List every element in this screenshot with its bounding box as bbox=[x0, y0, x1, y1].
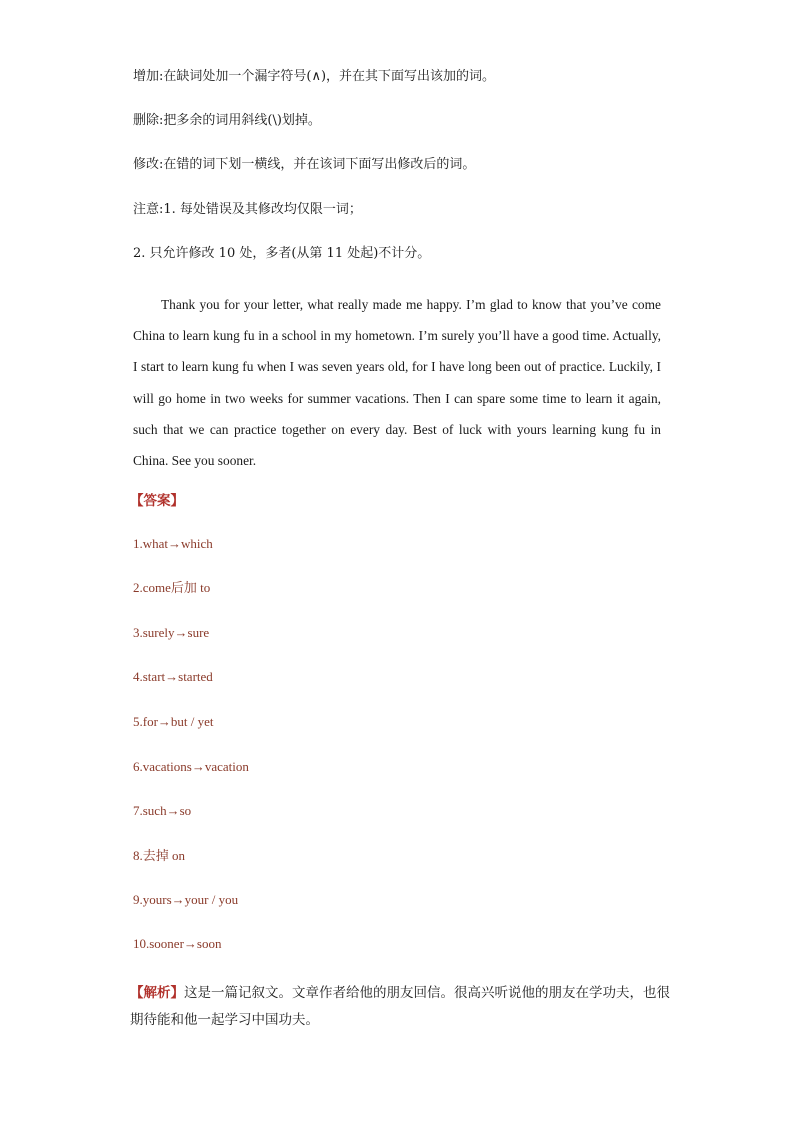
answer-item: 7.such→so bbox=[133, 803, 192, 818]
answer-item: 1.what→which bbox=[133, 536, 213, 551]
instruction-note-2: 2. 只允许修改 10 处，多者(从第 11 处起)不计分。 bbox=[133, 246, 431, 261]
answer-item: 8.去掉 on bbox=[133, 848, 186, 863]
analysis-paragraph bbox=[130, 980, 670, 1034]
answer-item: 4.start→started bbox=[133, 669, 213, 684]
analysis-text: 这是一篇记叙文。文章作者给他的朋友回信。很高兴听说他的朋友在学功夫，也很期待能和他一起学习中国功夫。 bbox=[130, 985, 670, 1028]
answer-item: 3.surely→sure bbox=[133, 625, 210, 640]
answer-item: 10.sooner→soon bbox=[133, 936, 222, 951]
answer-item: 2.come后加 to bbox=[133, 580, 211, 595]
instruction-note-1: 注意:1. 每处错误及其修改均仅限一词； bbox=[133, 202, 362, 217]
instruction-add: 增加:在缺词处加一个漏字符号(∧)，并在其下面写出该加的词。 bbox=[133, 69, 496, 84]
instruction-delete: 删除:把多余的词用斜线(\)划掉。 bbox=[133, 113, 321, 128]
analysis-label: 【解析】 bbox=[130, 985, 184, 1001]
instruction-modify: 修改:在错的词下划一横线，并在该词下面写出修改后的词。 bbox=[133, 157, 476, 172]
passage-text: Thank you for your letter, what really made me happy. I’m glad to know that you’ve come China to learn kung fu in a school in my hometown. I’m surely you’ll have a good time. Actually, I start to learn kung fu when I was seven years old, for I have long been out of practice. Luckily, I will go home in two weeks for summer vacations. Then I can spare some time to learn it again, such that we can practice together on every day. Best of luck with yours learning kung fu in China. See you sooner. bbox=[133, 297, 661, 469]
answer-item: 5.for→but / yet bbox=[133, 714, 214, 729]
answer-item: 6.vacations→vacation bbox=[133, 759, 249, 774]
answer-heading: 【答案】 bbox=[130, 493, 184, 509]
answer-item: 9.yours→your / you bbox=[133, 892, 239, 907]
